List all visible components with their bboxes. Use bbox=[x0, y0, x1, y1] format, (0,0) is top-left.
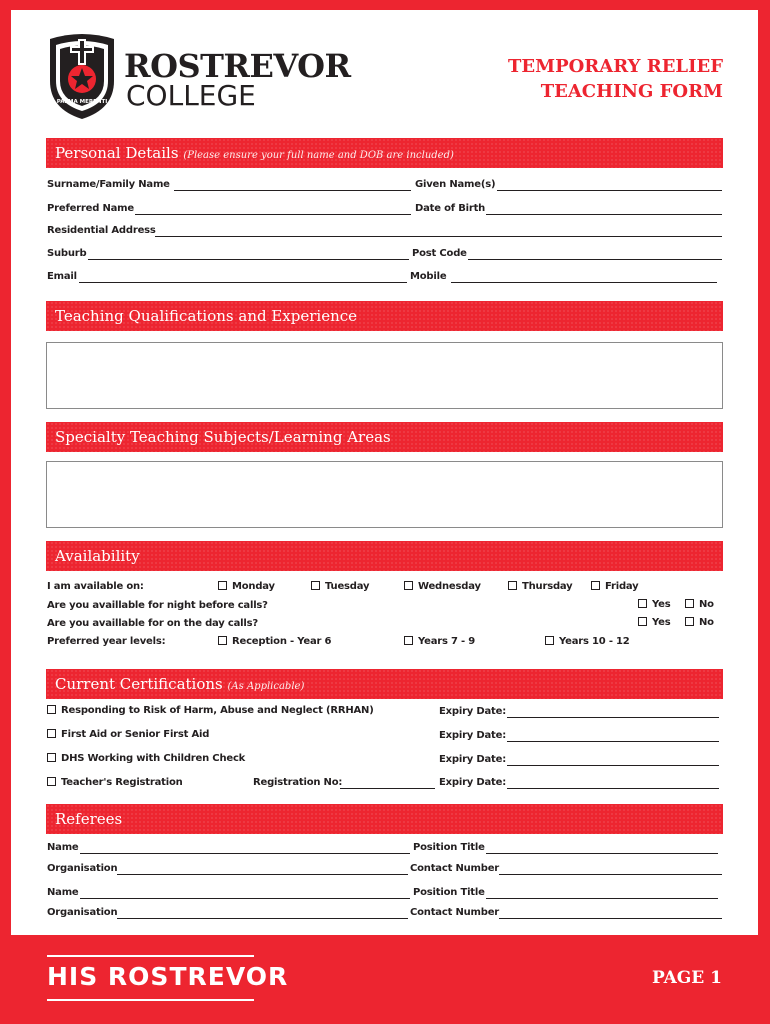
referee2-organisation-field[interactable] bbox=[117, 918, 408, 919]
night-calls-no-checkbox[interactable]: No bbox=[685, 599, 714, 611]
dhs-expiry-field[interactable] bbox=[507, 765, 719, 766]
referee1-name-field[interactable] bbox=[80, 853, 410, 854]
postcode-label: Post Code bbox=[412, 248, 467, 259]
footer-rule-bottom bbox=[47, 999, 254, 1001]
referee2-organisation-label: Organisation bbox=[47, 907, 118, 918]
referee1-contact-label: Contact Number bbox=[410, 863, 500, 874]
night-calls-yes-checkbox[interactable]: Yes bbox=[638, 599, 670, 611]
dhs-expiry-label: Expiry Date: bbox=[439, 754, 507, 765]
address-field[interactable] bbox=[155, 236, 722, 237]
preferred-name-field[interactable] bbox=[135, 214, 411, 215]
day-calls-yes-checkbox[interactable]: Yes bbox=[638, 617, 670, 629]
tuesday-checkbox[interactable]: Tuesday bbox=[311, 581, 369, 593]
specialty-textarea[interactable] bbox=[46, 461, 723, 528]
first-aid-expiry-field[interactable] bbox=[507, 741, 719, 742]
referee1-name-label: Name bbox=[47, 842, 79, 853]
registration-expiry-label: Expiry Date: bbox=[439, 777, 507, 788]
given-names-label: Given Name(s) bbox=[415, 179, 496, 190]
footer-rule-top bbox=[47, 955, 254, 957]
postcode-field[interactable] bbox=[468, 259, 722, 260]
given-names-field[interactable] bbox=[497, 190, 722, 191]
night-calls-label: Are you availlable for night before calls? bbox=[47, 600, 268, 611]
suburb-label: Suburb bbox=[47, 248, 87, 259]
brand-name: ROSTREVOR bbox=[124, 47, 351, 85]
registration-no-field[interactable] bbox=[340, 788, 435, 789]
referees-heading: Referees bbox=[46, 804, 723, 834]
rrhan-expiry-label: Expiry Date: bbox=[439, 706, 507, 717]
svg-text:PALMA MERENTI: PALMA MERENTI bbox=[56, 99, 108, 105]
wednesday-checkbox[interactable]: Wednesday bbox=[404, 581, 481, 593]
mobile-label: Mobile bbox=[410, 271, 447, 282]
year-levels-label: Preferred year levels: bbox=[47, 636, 166, 647]
mobile-field[interactable] bbox=[451, 282, 717, 283]
address-label: Residential Address bbox=[47, 225, 156, 236]
surname-label: Surname/Family Name bbox=[47, 179, 170, 190]
years-7-9-checkbox[interactable]: Years 7 - 9 bbox=[404, 636, 475, 648]
email-label: Email bbox=[47, 271, 77, 282]
friday-checkbox[interactable]: Friday bbox=[591, 581, 638, 593]
college-crest-logo bbox=[46, 31, 118, 121]
years-10-12-checkbox[interactable]: Years 10 - 12 bbox=[545, 636, 630, 648]
referee2-contact-label: Contact Number bbox=[410, 907, 500, 918]
day-calls-label: Are you availlable for on the day calls? bbox=[47, 618, 258, 629]
qualifications-heading: Teaching Qualifications and Experience bbox=[46, 301, 723, 331]
referee1-contact-field[interactable] bbox=[499, 874, 722, 875]
reception-year6-checkbox[interactable]: Reception - Year 6 bbox=[218, 636, 331, 648]
monday-checkbox[interactable]: Monday bbox=[218, 581, 275, 593]
page-number: PAGE 1 bbox=[652, 968, 722, 988]
day-calls-no-checkbox[interactable]: No bbox=[685, 617, 714, 629]
referee2-contact-field[interactable] bbox=[499, 918, 722, 919]
suburb-field[interactable] bbox=[88, 259, 409, 260]
referee2-position-label: Position Title bbox=[413, 887, 485, 898]
available-on-label: I am available on: bbox=[47, 581, 144, 592]
dob-label: Date of Birth bbox=[415, 203, 486, 214]
registration-expiry-field[interactable] bbox=[507, 788, 719, 789]
specialty-heading: Specialty Teaching Subjects/Learning Areas bbox=[46, 422, 723, 452]
email-field[interactable] bbox=[79, 282, 407, 283]
referee2-name-label: Name bbox=[47, 887, 79, 898]
teacher-registration-checkbox[interactable]: Teacher's Registration bbox=[47, 777, 183, 789]
certifications-heading: Current Certifications (As Applicable) bbox=[46, 669, 723, 699]
dob-field[interactable] bbox=[486, 214, 722, 215]
brand-subtitle: COLLEGE bbox=[126, 79, 256, 112]
referee1-organisation-field[interactable] bbox=[117, 874, 408, 875]
qualifications-textarea[interactable] bbox=[46, 342, 723, 409]
rrhan-expiry-field[interactable] bbox=[507, 717, 719, 718]
availability-heading: Availability bbox=[46, 541, 723, 571]
form-title: TEMPORARY RELIEF TEACHING FORM bbox=[508, 56, 723, 102]
referee1-position-field[interactable] bbox=[486, 853, 718, 854]
preferred-name-label: Preferred Name bbox=[47, 203, 134, 214]
footer-brand: HIS ROSTREVOR bbox=[47, 962, 289, 991]
referee2-name-field[interactable] bbox=[80, 898, 410, 899]
referee1-organisation-label: Organisation bbox=[47, 863, 118, 874]
rrhan-checkbox[interactable]: Responding to Risk of Harm, Abuse and Neglect (RRHAN) bbox=[47, 705, 374, 717]
thursday-checkbox[interactable]: Thursday bbox=[508, 581, 572, 593]
personal-details-heading: Personal Details (Please ensure your full name and DOB are included) bbox=[46, 138, 723, 168]
surname-field[interactable] bbox=[174, 190, 411, 191]
dhs-check-checkbox[interactable]: DHS Working with Children Check bbox=[47, 753, 245, 765]
first-aid-checkbox[interactable]: First Aid or Senior First Aid bbox=[47, 729, 209, 741]
registration-no-label: Registration No: bbox=[253, 777, 343, 788]
referee2-position-field[interactable] bbox=[486, 898, 718, 899]
first-aid-expiry-label: Expiry Date: bbox=[439, 730, 507, 741]
referee1-position-label: Position Title bbox=[413, 842, 485, 853]
